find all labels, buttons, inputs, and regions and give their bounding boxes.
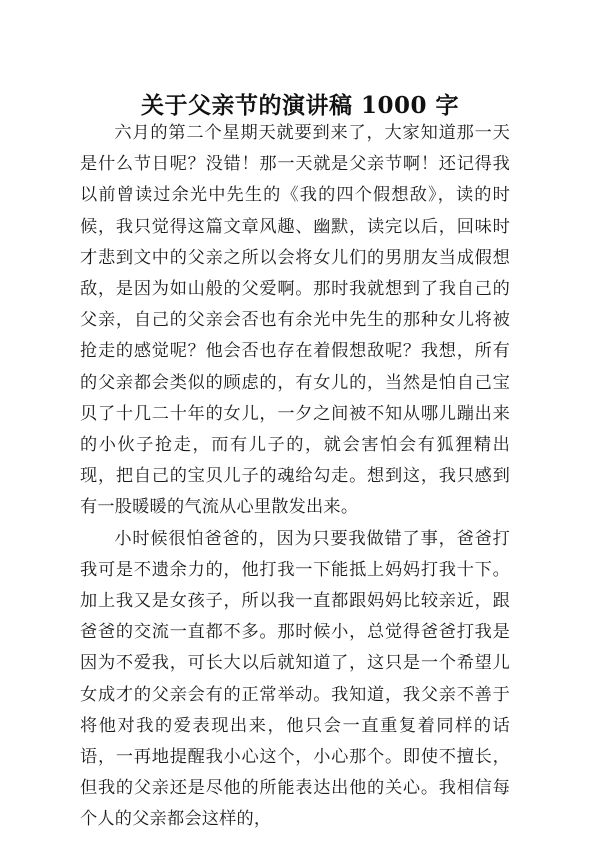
document-title: 关于父亲节的演讲稿 1000 字 [140, 92, 460, 120]
document-body [80, 118, 510, 836]
paragraph: 小时候很怕爸爸的，因为只要我做错了事，爸爸打我可是不遗余力的，他打我一下能抵上妈妈打我十下。加上我又是女孩子，所以我一直都跟妈妈比较亲近，跟爸爸的交流一直都不多。那时候小，总觉得爸爸打我是因为不爱我，可长大以后就知道了，这只是一个希望儿女成才的父亲会有的正常举动。我知道，我父亲不善于将他对我的爱表现出来，他只会一直重复着同样的话语，一再地提醒我小心这个，小心那个。即使不擅长，但我的父亲还是尽他的所能表达出他的关心。我相信每个人的父亲都会这样的， [80, 528, 510, 830]
paragraph: 六月的第二个星期天就要到来了，大家知道那一天是什么节日呢？没错！那一天就是父亲节啊！还记得我以前曾读过余光中先生的《我的四个假想敌》，读的时候，我只觉得这篇文章风趣、幽默，读完以后，回味时才悲到文中的父亲之所以会将女儿们的男朋友当成假想敌，是因为如山般的父爱啊。那时我就想到了我自己的父亲，自己的父亲会否也有余光中先生的那种女儿将被抢走的感觉呢？他会否也存在着假想敌呢？我想，所有的父亲都会类似的顾虑的，有女儿的，当然是怕自己宝贝了十几二十年的女儿，一夕之间被不知从哪儿蹦出来的小伙子抢走，而有儿子的，就会害怕会有狐狸精出现，把自己的宝贝儿子的魂给勾走。想到这，我只感到有一股暖暖的气流从心里散发出来。 [80, 123, 510, 518]
